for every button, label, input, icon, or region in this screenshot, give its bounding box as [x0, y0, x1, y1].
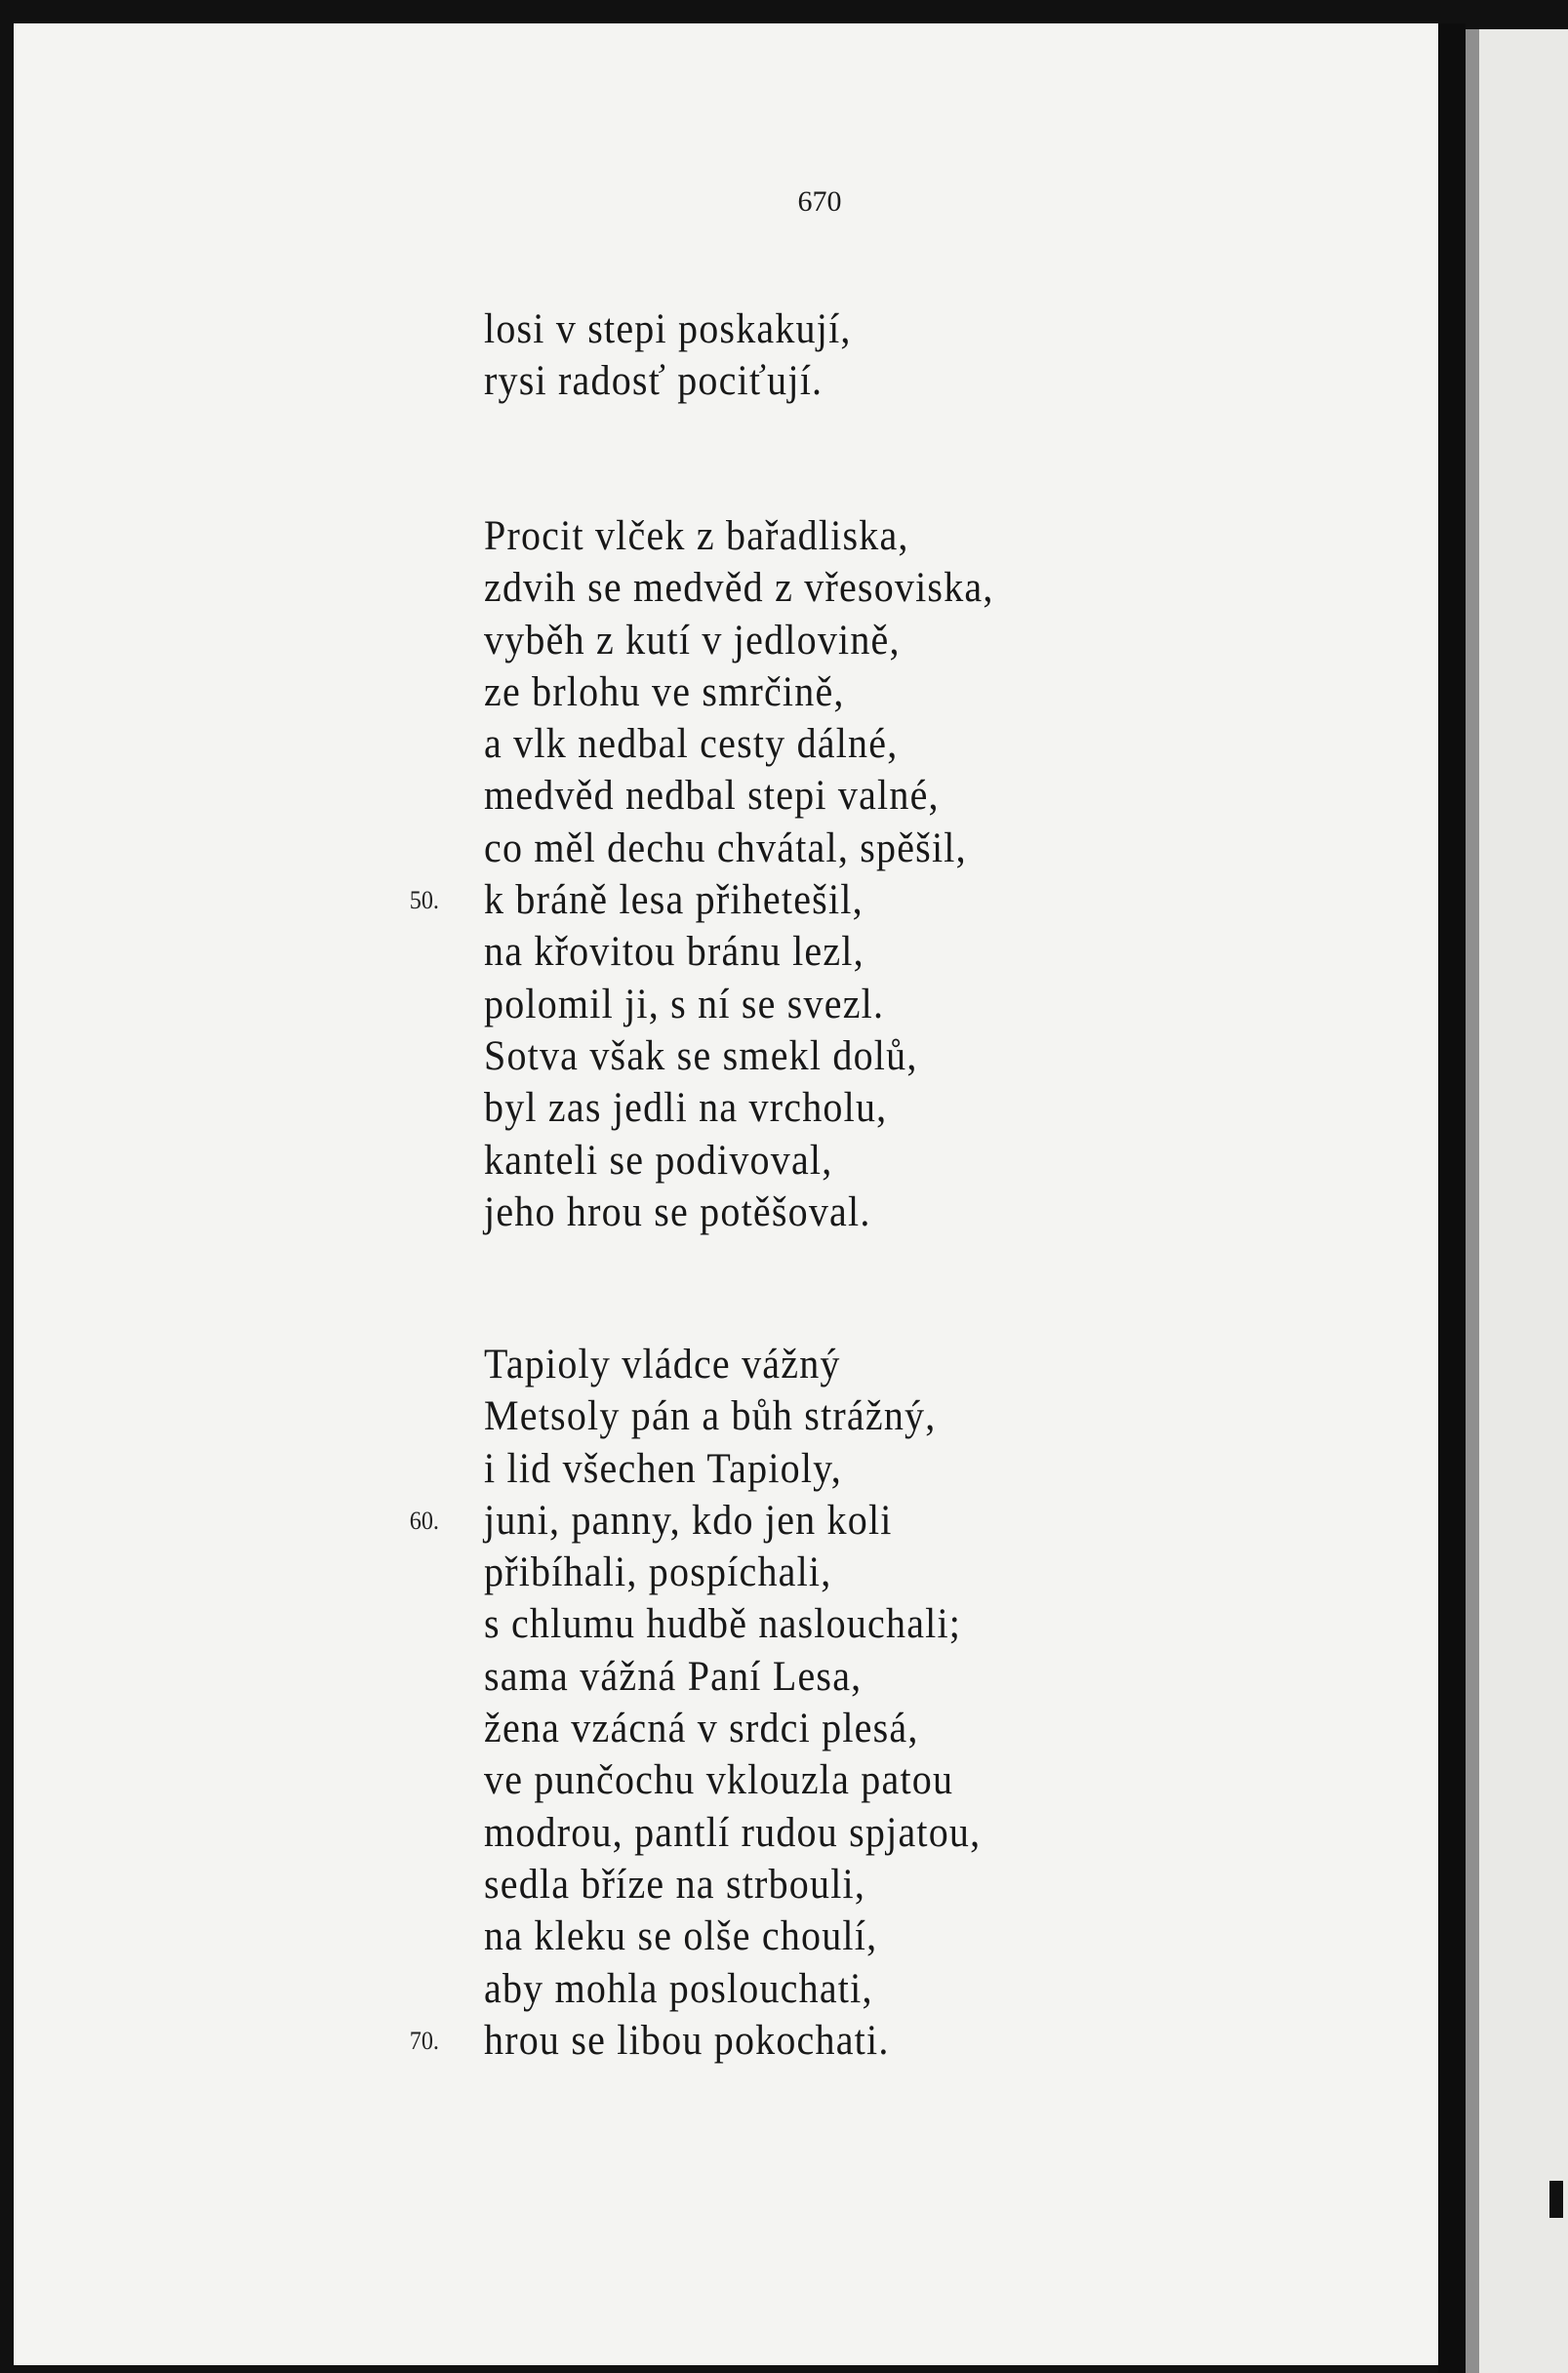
- verse-line: [484, 1547, 981, 1598]
- verse-line: [409, 2015, 981, 2067]
- verse-text: žena vzácná v srdci plesá,: [484, 1706, 919, 1752]
- verse-line: [484, 1598, 981, 1650]
- verse-line: [484, 1703, 981, 1754]
- page-number: 670: [797, 185, 842, 218]
- verse-text: Metsoly pán a bůh strážný,: [484, 1393, 937, 1440]
- verse-text: ve punčochu vklouzla patou: [484, 1757, 954, 1804]
- verse-text: ze brlohu ve smrčině,: [484, 668, 845, 715]
- verse-line: [484, 1135, 994, 1186]
- verse-line: [484, 615, 994, 666]
- verse-line: [484, 1339, 981, 1390]
- next-page-edge: [1466, 29, 1568, 2373]
- verse-text: rysi radosť pociťují.: [484, 358, 824, 405]
- verse-line: [484, 1390, 981, 1442]
- verse-text: Sotva však se smekl dolů,: [484, 1032, 918, 1079]
- verse-text: přibíhali, pospíchali,: [484, 1549, 832, 1596]
- stanza: [409, 510, 1032, 1238]
- line-number: 60.: [409, 1506, 439, 1535]
- verse-line: [409, 874, 994, 926]
- verse-text: vyběh z kutí v jedlovině,: [484, 617, 901, 664]
- stanza: [409, 1339, 1019, 2067]
- verse-line: [484, 1859, 981, 1910]
- verse-line: [484, 718, 994, 770]
- verse-text: polomil ji, s ní se svezl.: [484, 981, 885, 1027]
- line-number: 70.: [409, 2026, 439, 2055]
- verse-text: juni, panny, kdo jen koli: [484, 1497, 893, 1544]
- verse-text: Procit vlček z bařadliska,: [484, 513, 909, 559]
- verse-text: sedla bříze na strbouli,: [484, 1861, 866, 1908]
- verse-text: a vlk nedbal cesty dálné,: [484, 721, 899, 768]
- verse-text: na křovitou bránu lezl,: [484, 929, 864, 976]
- verse-text: co měl dechu chvátal, spěšil,: [484, 825, 967, 871]
- verse-text: na kleku se olše choulí,: [484, 1913, 878, 1960]
- verse-line: [484, 562, 994, 614]
- verse-text: kanteli se podivoval,: [484, 1137, 833, 1184]
- verse-line: [484, 303, 852, 355]
- verse-line: [409, 1495, 981, 1547]
- verse-text: byl zas jedli na vrcholu,: [484, 1085, 888, 1132]
- verse-text: s chlumu hudbě naslouchali;: [484, 1601, 962, 1648]
- verse-line: [484, 510, 994, 562]
- line-number: 50.: [409, 886, 439, 915]
- verse-line: [484, 1651, 981, 1703]
- verse-text: jeho hrou se potěšoval.: [484, 1188, 871, 1235]
- verse-text: hrou se libou pokochati.: [484, 2017, 890, 2064]
- verse-line: [484, 1443, 981, 1495]
- verse-text: Tapioly vládce vážný: [484, 1342, 841, 1388]
- verse-line: [484, 355, 852, 407]
- verse-line: [484, 979, 994, 1030]
- verse-line: [484, 1807, 981, 1859]
- stanza: [484, 303, 879, 408]
- verse-line: [484, 666, 994, 718]
- verse-line: [484, 1082, 994, 1134]
- verse-line: [484, 770, 994, 822]
- verse-text: zdvih se medvěd z vřesoviska,: [484, 565, 994, 612]
- verse-text: sama vážná Paní Lesa,: [484, 1653, 863, 1700]
- verse-line: [484, 1030, 994, 1082]
- verse-text: modrou, pantlí rudou spjatou,: [484, 1809, 982, 1856]
- verse-text: i lid všechen Tapioly,: [484, 1445, 842, 1492]
- verse-text: losi v stepi poskakují,: [484, 306, 852, 352]
- verse-text: medvěd nedbal stepi valné,: [484, 773, 940, 820]
- verse-line: [484, 1963, 981, 2015]
- verse-line: [484, 1910, 981, 1962]
- next-page-edge-shadow: [1466, 29, 1479, 2373]
- verse-line: [484, 823, 994, 874]
- page-tab-mark: [1549, 2181, 1563, 2218]
- verse-line: [484, 1186, 994, 1238]
- verse-line: [484, 926, 994, 978]
- book-gutter-shadow: [1438, 23, 1466, 2373]
- verse-text: k bráně lesa přihetešil,: [484, 877, 864, 924]
- verse-text: aby mohla poslouchati,: [484, 1965, 873, 2012]
- verse-line: [484, 1754, 981, 1806]
